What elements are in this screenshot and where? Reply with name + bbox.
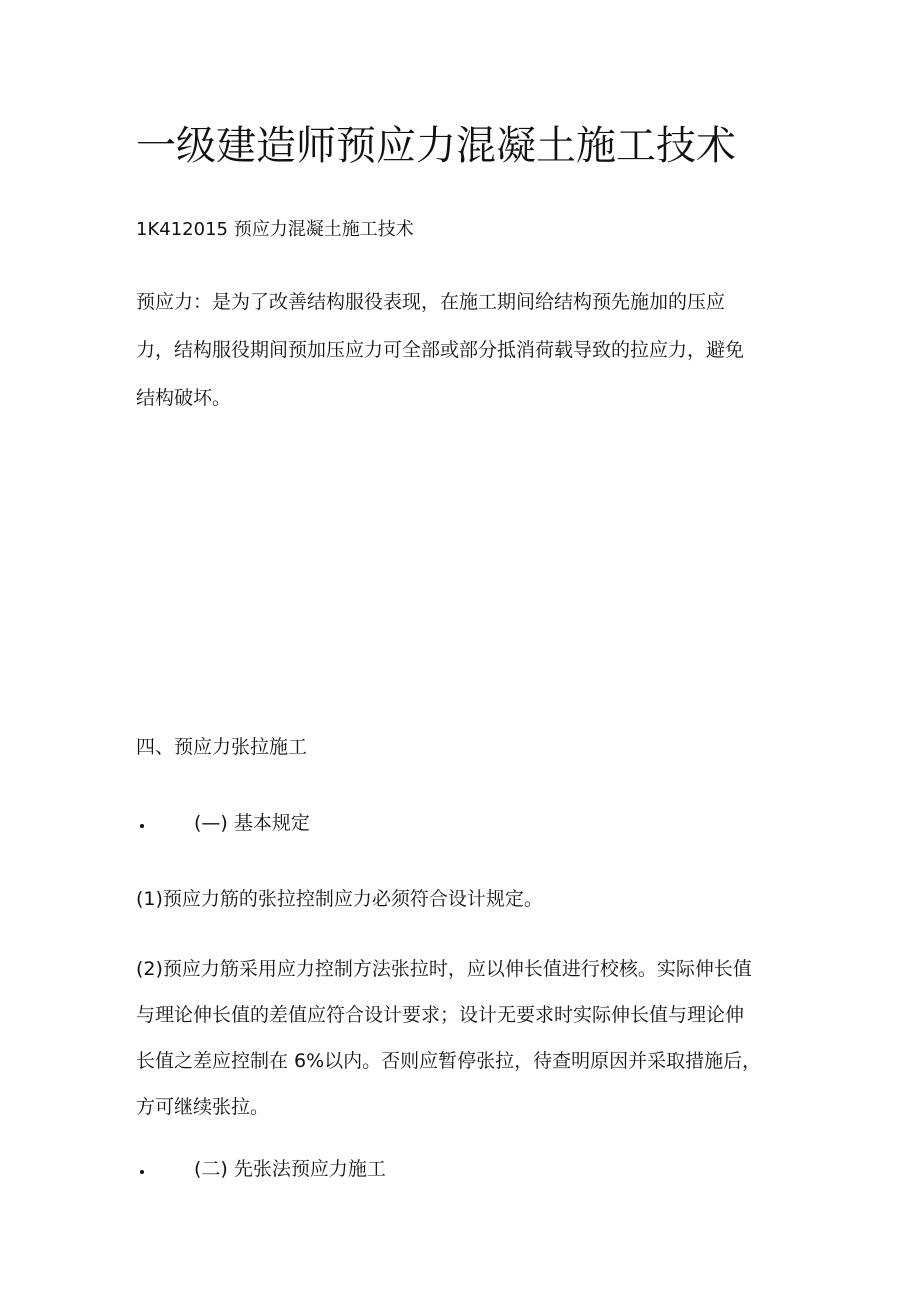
definition-line-2: 力，结构服役期间预加压应力可全部或部分抵消荷载导致的拉应力，避免 <box>136 339 745 361</box>
rule-item-2-line-4: 方可继续张拉。 <box>136 1096 270 1118</box>
bullet-label: (二) 先张法预应力施工 <box>194 1158 386 1180</box>
definition-line-3: 结构破坏。 <box>136 387 232 409</box>
section-heading: 四、预应力张拉施工 <box>136 736 308 758</box>
rule-item-1: (1)预应力筋的张拉控制应力必须符合设计规定。 <box>136 888 543 910</box>
bullet-dot-icon <box>140 1170 144 1174</box>
rule-item-2-line-3: 长值之差应控制在 6%以内。否则应暂停张拉，待查明原因并采取措施后， <box>136 1050 762 1072</box>
bullet-dot-icon <box>140 824 144 828</box>
rule-item-2-line-1: (2)预应力筋采用应力控制方法张拉时，应以伸长值进行校核。实际伸长值 <box>136 958 752 980</box>
bullet-label: (—) 基本规定 <box>194 812 310 834</box>
rule-item-2-line-2: 与理论伸长值的差值应符合设计要求；设计无要求时实际伸长值与理论伸 <box>136 1004 745 1026</box>
document-title: 一级建造师预应力混凝土施工技术 <box>136 123 736 169</box>
definition-line-1: 预应力：是为了改善结构服役表现，在施工期间给结构预先施加的压应 <box>136 291 726 313</box>
document-subtitle: 1K412015 预应力混凝土施工技术 <box>136 219 414 240</box>
